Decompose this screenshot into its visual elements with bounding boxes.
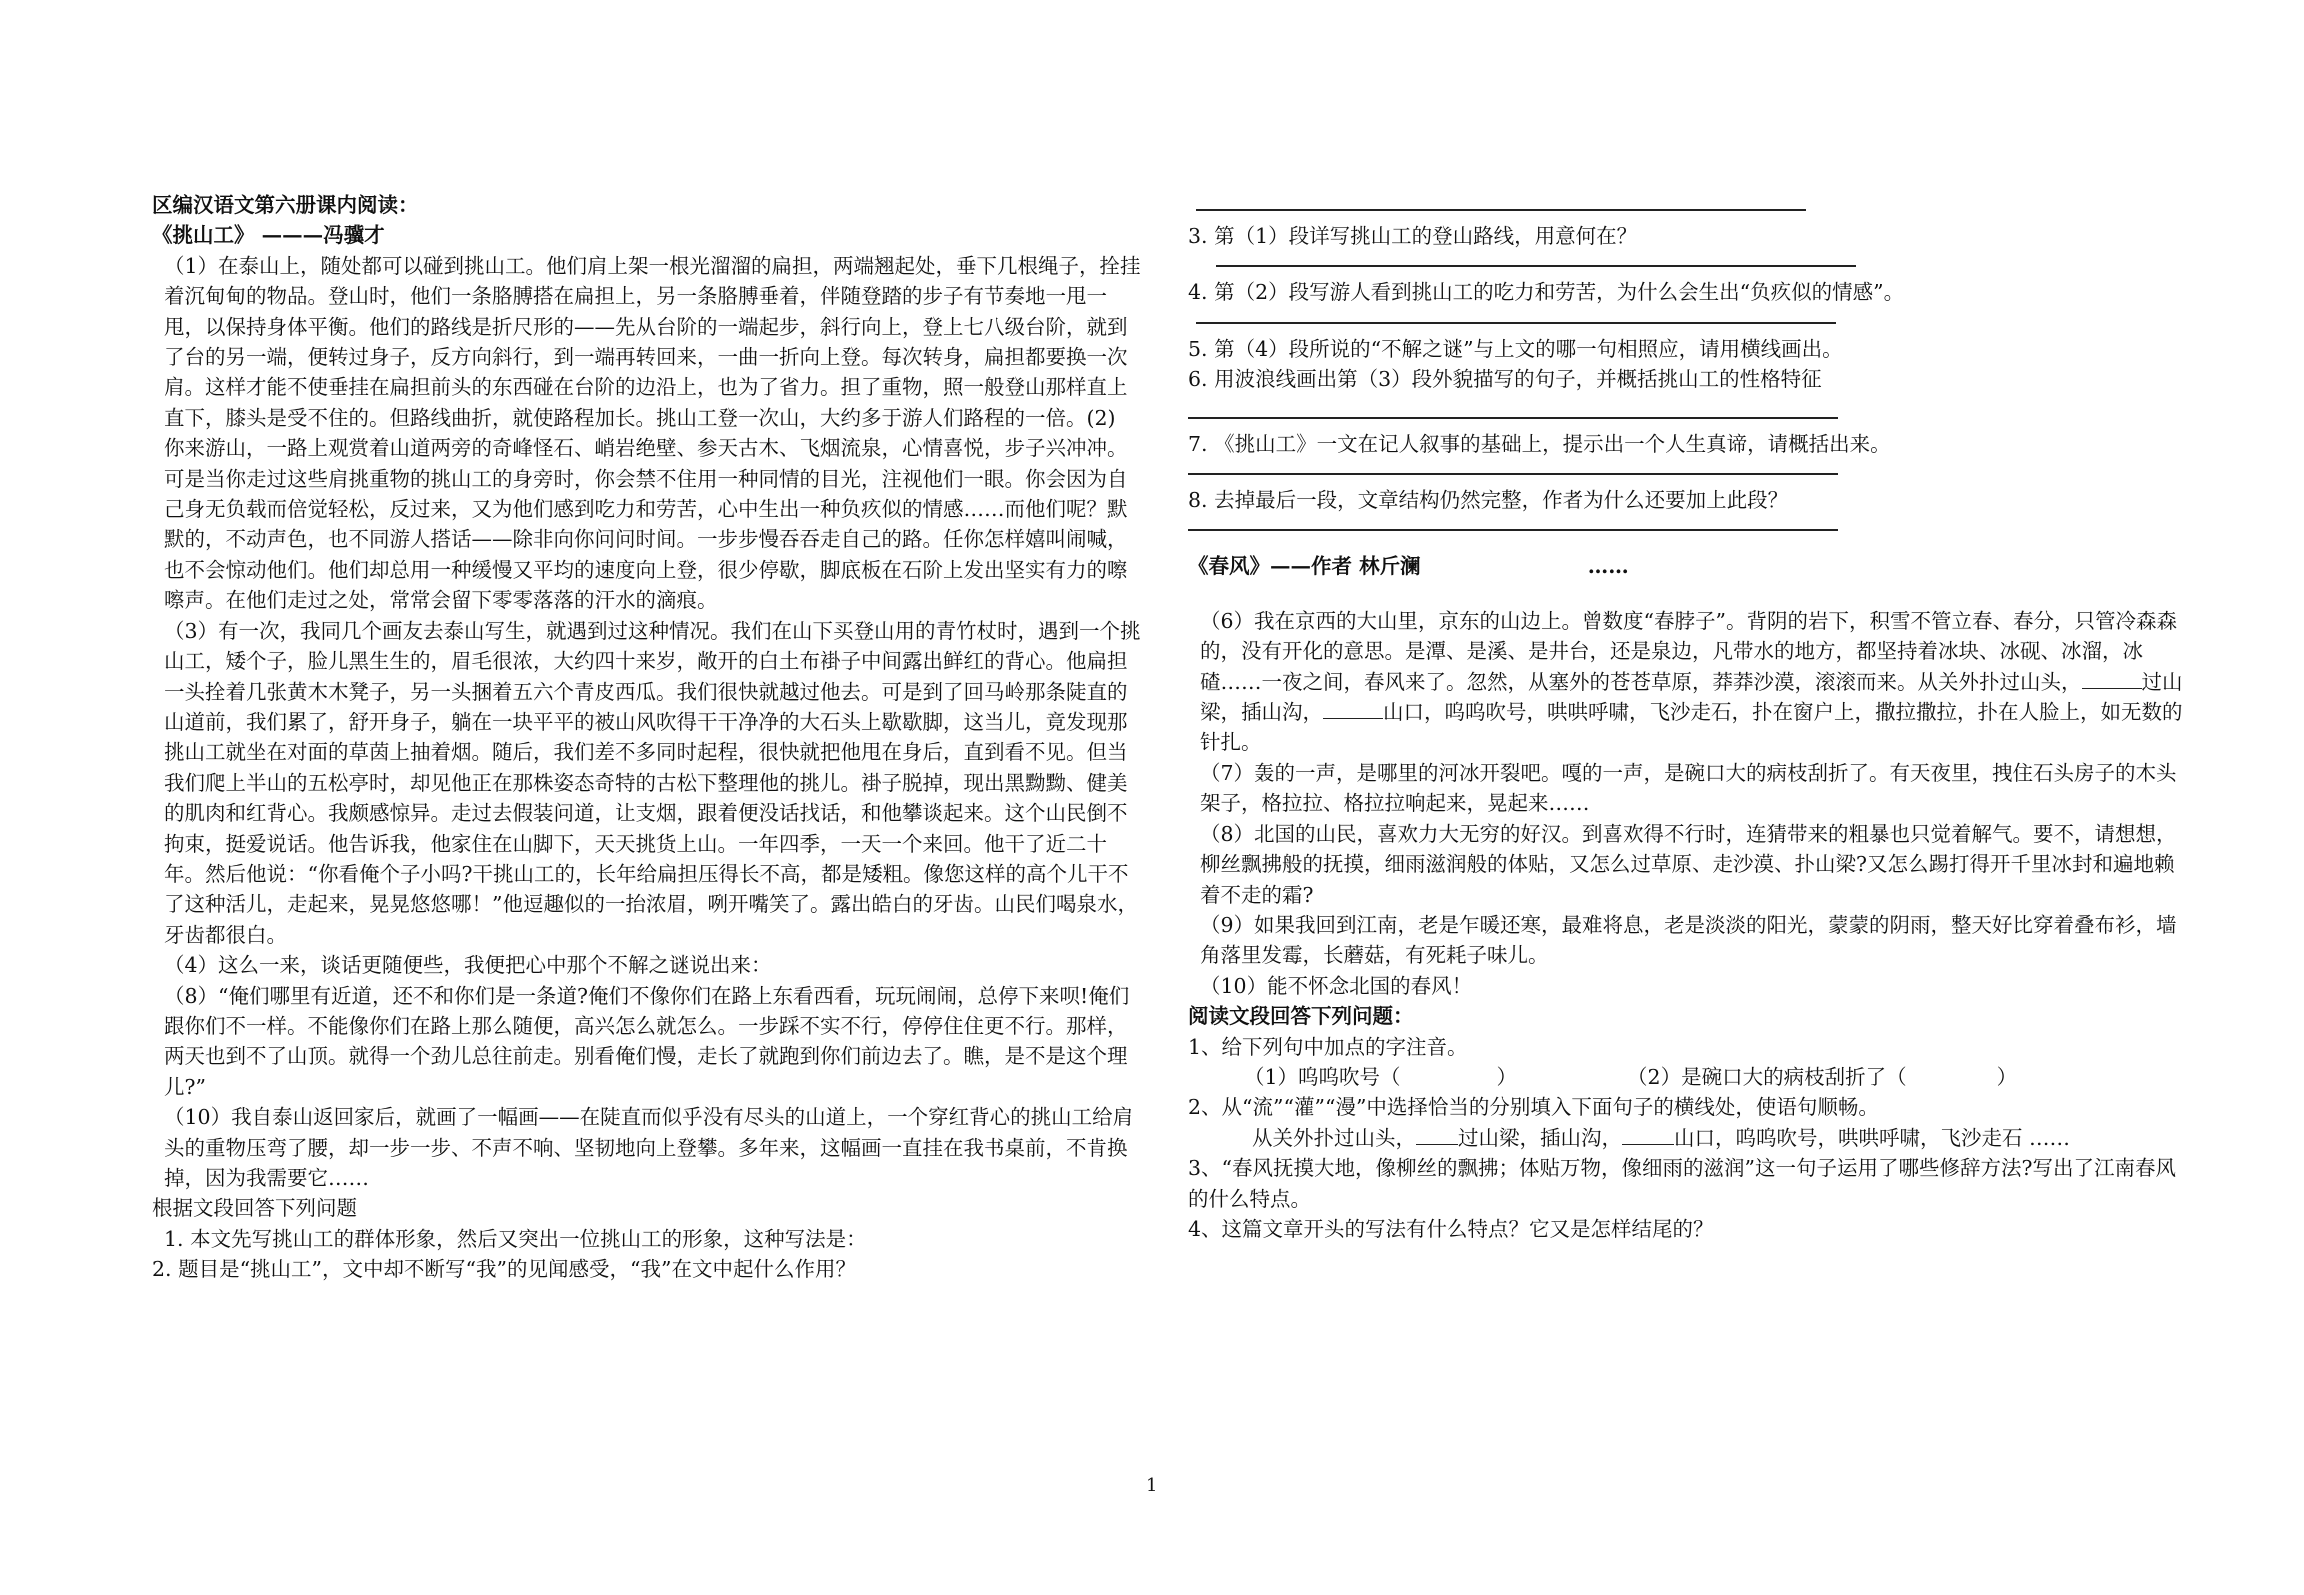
r2s-b: 过山梁，插山沟， [1458,1125,1622,1150]
question-8: 8. 去掉最后一段，文章结构仍然完整，作者为什么还要加上此段？ [1188,488,1789,513]
answer-line[interactable] [1196,308,1836,324]
reading-question-1-items [1188,1062,2188,1092]
fill-blank[interactable] [1416,1124,1458,1145]
r1b-end: ） [1996,1064,2018,1089]
answer-line[interactable] [1196,195,1806,211]
chunfeng-paragraph-6 [1188,606,2188,758]
chunfeng-paragraph-9: （9）如果我回到江南，老是乍暖还寒，最难将息，老是淡淡的阳光，蒙蒙的阴雨，整天好比穿着叠布衫，墙角落里发霉，长蘑菇，有死耗子味儿。 [1200,912,2177,968]
paragraph-4: （4）这么一来，谈话更随便些，我便把心中那个不解之谜说出来： [164,953,772,978]
reading-question-4: 4、这篇文章开头的写法有什么特点？它又是怎样结尾的？ [1188,1216,1714,1241]
chunfeng-paragraph-7: （7）轰的一声，是哪里的河冰开裂吧。嘎的一声，是碗口大的病枝刮折了。有天夜里，拽住石头房子的木头架子，格拉拉、格拉拉响起来，晃起来…… [1200,760,2177,816]
section-header: 区编汉语文第六册课内阅读： [152,193,419,217]
chunfeng-paragraph-10: （10）能不怀念北国的春风！ [1200,973,1473,998]
r1a: （1）呜呜吹号（ [1244,1064,1401,1089]
question-4: 4. 第（2）段写游人看到挑山工的吃力和劳苦，为什么会生出“负疚似的情感”。 [1188,280,1905,305]
paragraph-1: （1）在泰山上，随处都可以碰到挑山工。他们肩上架一根光溜溜的扁担，两端翘起处，垂下几根绳子，拴挂着沉甸甸的物品。登山时，他们一条胳膊搭在扁担上，另一条胳膊垂着，伴随登踏的步子有节奏地一甩一甩，以保持身体平衡。他们的路线是折尺形的——先从台阶的一端起步，斜行向上，登上七八级台阶，就到了台的另一端，便转过身子，反方向斜行，到一端再转回来，一曲一折向上登。每次转身，扁担都要换一次肩。这样才能不使垂挂在扁担前头的东西碰在台阶的边沿上，也为了省力。担了重物，照一般登山那样直上直下，膝头是受不住的。但路线曲折，就使路程加长。挑山工登一次山，大约多于游人们路程的一倍。(2) 你来游山，一路上观赏着山道两旁的奇峰怪石、峭岩绝壁、参天古木、飞烟流泉，心情喜悦，步子兴冲冲。可是当你走过这些肩挑重物的挑山工的身旁时，你会禁不住用一种同情的目光，注视他们一眼。你会因为自己身无负载而倍觉轻松，反过来，又为他们感到吃力和劳苦，心中生出一种负疚似的情感……而他们呢？默默的，不动声色，也不同游人搭话——除非向你问问时间。一步步慢吞吞走自己的路。任你怎样嬉叫闹喊，也不会惊动他们。他们却总用一种缓慢又平均的速度向上登，很少停歇，脚底板在石阶上发出坚实有力的嚓嚓声。在他们走过之处，常常会留下零零落落的汗水的滴痕。 [164,253,1141,613]
chunfeng-title-text: 《春风》——作者 林斤澜 [1188,554,1421,579]
p6-text-c: 山口，呜呜吹号，哄哄呼啸，飞沙走石，扑在窗户上，撒拉撒拉，扑在人脸上，如无数的针扎。 [1200,700,2183,755]
question-6: 6. 用波浪线画出第（3）段外貌描写的句子，并概括挑山工的性格特征 [1188,367,1822,392]
reading-question-1: 1、给下列句中加点的字注音。 [1188,1034,1468,1059]
questions-header-2: 阅读文段回答下列问题： [1188,1004,1414,1029]
reading-question-3: 3、“春风抚摸大地，像柳丝的飘拂；体贴万物，像细雨的滋润”这一句子运用了哪些修辞方法?写出了江南春风的什么特点。 [1188,1156,2176,1211]
ellipsis: …… [1587,554,1629,579]
fill-blank[interactable] [2082,668,2142,689]
answer-line[interactable] [1216,251,1856,267]
page-number: 1 [1146,1475,1158,1496]
answer-line[interactable] [1188,459,1838,475]
fill-blank[interactable] [1622,1124,1674,1145]
paragraph-3: （3）有一次，我同几个画友去泰山写生，就遇到过这种情况。我们在山下买登山用的青竹杖时，遇到一个挑山工，矮个子，脸儿黑生生的，眉毛很浓，大约四十来岁，敞开的白土布褂子中间露出鲜红的背心。他扁担一头拴着几张黄木木凳子，另一头捆着五六个青皮西瓜。我们很快就越过他去。可是到了回马岭那条陡直的山道前，我们累了，舒开身子，躺在一块平平的被山风吹得干干净净的大石头上歇歇脚，这当儿，竟发现那挑山工就坐在对面的草茵上抽着烟。随后，我们差不多同时起程，很快就把他甩在身后，直到看不见。但当我们爬上半山的五松亭时，却见他正在那株姿态奇特的古松下整理他的挑儿。褂子脱掉，现出黑黝黝、健美的肌肉和红背心。我颇感惊异。走过去假装问道，让支烟，跟着便没话找话，和他攀谈起来。这个山民倒不拘束，挺爱说话。他告诉我，他家住在山脚下，天天挑货上山。一年四季，一天一个来回。他干了近二十年。然后他说：“你看俺个子小吗?干挑山工的，长年给扁担压得长不高，都是矮粗。像您这样的高个儿干不了这种活儿，走起来，晃晃悠悠哪！”他逗趣似的一抬浓眉，咧开嘴笑了。露出皓白的牙齿。山民们喝泉水，牙齿都很白。 [164,618,1141,947]
article-title: 《挑山工》 ———冯骥才 [152,223,385,248]
fill-blank[interactable] [1323,698,1383,719]
question-2: 2. 题目是“挑山工”，文中却不断写“我”的见闻感受，“我”在文中起什么作用？ [152,1257,856,1282]
question-5: 5. 第（4）段所说的“不解之谜”与上文的哪一句相照应，请用横线画出。 [1188,336,1843,361]
question-1: 1. 本文先写挑山工的群体形象，然后又突出一位挑山工的形象，这种写法是： [164,1226,867,1251]
question-7: 7. 《挑山工》一文在记人叙事的基础上，提示出一个人生真谛，请概括出来。 [1188,431,1891,456]
r2s-a: 从关外扑过山头， [1252,1125,1416,1150]
r1b: （2）是碗口大的病枝刮折了（ [1627,1064,1907,1089]
chunfeng-title [1188,551,2188,581]
r1a-end: ） [1496,1064,1518,1089]
left-column [152,190,1142,1285]
chunfeng-paragraph-8: （8）北国的山民，喜欢力大无穷的好汉。到喜欢得不行时，连猜带来的粗暴也只觉着解气。要不，请想想，柳丝飘拂般的抚摸，细雨滋润般的体贴，又怎么过草原、走沙漠、扑山梁?又怎么踢打得开千里冰封和遍地赖着不走的霜? [1200,821,2177,907]
p6-text-b: 过山梁，插山沟， [1200,669,2183,725]
answer-line[interactable] [1188,403,1838,419]
questions-header: 根据文段回答下列问题 [152,1196,357,1221]
p6-text: （6）我在京西的大山里，京东的山边上。曾数度“春脖子”。背阴的岩下，积雪不管立春、春分，只管冷森森的，没有开化的意思。是潭、是溪、是井台，还是泉边，凡带水的地方，都坚持着冰块、冰砚、冰溜，冰碴……一夜之间，春风来了。忽然，从塞外的苍苍草原，莽莽沙漠，滚滚而来。从关外扑过山头， [1200,608,2178,694]
question-3: 3. 第（1）段详写挑山工的登山路线，用意何在？ [1188,224,1638,248]
right-column [1188,195,2188,1244]
paragraph-10: （10）我自泰山返回家后，就画了一幅画——在陡直而似乎没有尽头的山道上，一个穿红背心的挑山工给肩头的重物压弯了腰，却一步一步、不声不响、坚韧地向上登攀。多年来，这幅画一直挂在我书桌前，不肯换掉，因为我需要它…… [164,1105,1134,1190]
paragraph-8: （8）“俺们哪里有近道，还不和你们是一条道?俺们不像你们在路上东看西看，玩玩闹闹，总停下来呗!俺们跟你们不一样。不能像你们在路上那么随便，高兴怎么就怎么。一步踩不实不行，停停住住更不行。那样，两天也到不了山顶。就得一个劲儿总往前走。别看俺们慢，走长了就跑到你们前边去了。瞧，是不是这个理儿?” [164,983,1130,1099]
answer-line[interactable] [1188,515,1838,531]
reading-question-2-sentence [1188,1123,2188,1153]
reading-question-2: 2、从“流”“灌”“漫”中选择恰当的分别填入下面句子的横线处，使语句顺畅。 [1188,1095,1879,1120]
r2s-c: 山口，呜呜吹号，哄哄呼啸，飞沙走石 …… [1674,1125,2071,1150]
